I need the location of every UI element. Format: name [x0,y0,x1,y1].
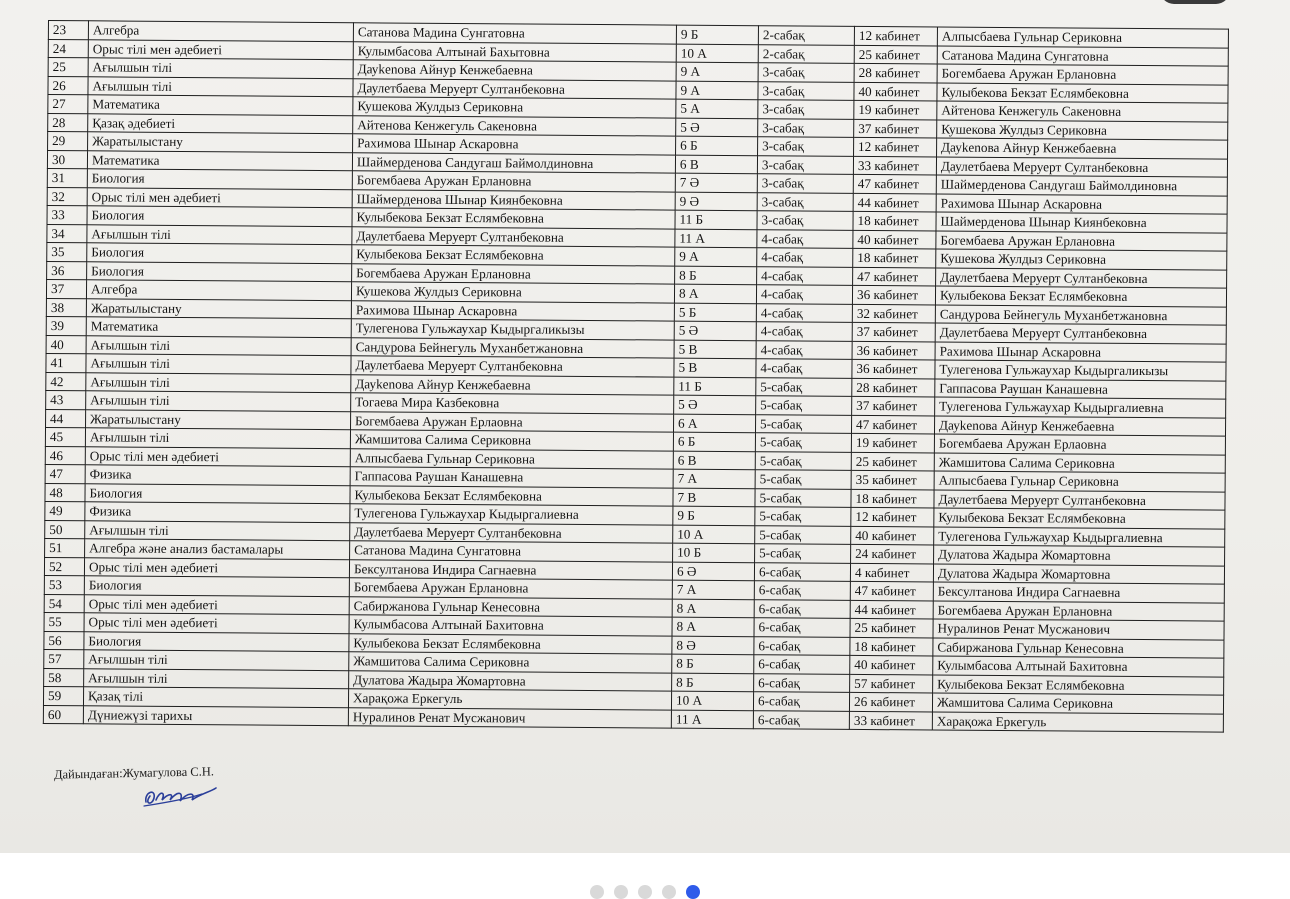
substitute-teacher-cell: Алпысбаева Гульнар Сериковна [934,471,1225,492]
teacher-cell: Кушекова Жулдыз Сериковна [353,97,676,118]
room-cell: 19 кабинет [851,433,934,452]
subject-cell: Математика [87,150,352,170]
teacher-cell: Харақожа Еркегуль [348,689,671,710]
lesson-cell: 6-сабақ [754,581,850,600]
substitute-teacher-cell: Сатанова Мадина Сунгатовна [937,46,1228,67]
row-number-cell: 58 [44,668,84,687]
lesson-cell: 3-сабақ [757,174,853,193]
class-cell: 9 А [675,247,757,266]
class-cell: 8 А [672,617,754,636]
substitute-teacher-cell: Дауkenова Айнур Кенжебаевна [937,138,1228,159]
photo-corner-shadow [1160,0,1230,4]
room-cell: 44 кабинет [850,600,933,619]
class-cell: 5 Ә [674,395,756,414]
lesson-cell: 5-сабақ [755,488,851,507]
lesson-cell: 6-сабақ [754,636,850,655]
class-cell: 6 В [675,155,757,174]
teacher-cell: Даулетбаева Меруерт Султанбековна [351,356,674,377]
class-cell: 7 А [673,469,755,488]
substitute-teacher-cell: Шаймерденова Сандугаш Баймолдиновна [936,175,1227,196]
row-number-cell: 53 [44,575,84,594]
teacher-cell: Богембаева Аружан Ерлановна [352,263,675,284]
row-number-cell: 57 [44,649,84,668]
lesson-cell: 3-сабақ [758,81,854,100]
subject-cell: Жаратылыстану [88,132,353,152]
room-cell: 25 кабинет [851,452,934,471]
class-cell: 5 Ә [674,321,756,340]
row-number-cell: 26 [48,76,88,95]
substitute-teacher-cell: Дулатова Жадыра Жомартовна [933,564,1224,585]
lesson-cell: 3-сабақ [758,100,854,119]
row-number-cell: 30 [47,150,87,169]
lesson-cell: 6-сабақ [754,618,850,637]
lesson-cell: 6-сабақ [753,692,849,711]
lesson-cell: 4-сабақ [756,285,852,304]
subject-cell: Ағылшын тілі [86,335,351,355]
teacher-cell: Гаппасова Раушан Канашевна [350,467,673,488]
row-number-cell: 42 [46,372,86,391]
substitute-teacher-cell: Кулыбекова Бекзат Еслямбековна [935,286,1226,307]
subject-cell: Ағылшын тілі [86,372,351,392]
substitute-teacher-cell: Тулегенова Гульжаухар Кыдыргалиевна [935,397,1226,418]
room-cell: 36 кабинет [852,359,935,378]
page-indicator [0,853,1290,893]
room-cell: 28 кабинет [854,63,937,82]
subject-cell: Физика [85,465,350,485]
room-cell: 18 кабинет [851,489,934,508]
substitute-teacher-cell: Богембаева Аружан Ерлановна [936,231,1227,252]
substitute-teacher-cell: Шаймерденова Шынар Киянбековна [936,212,1227,233]
subject-cell: Биология [84,576,349,596]
row-number-cell: 28 [48,113,88,132]
teacher-cell: Тулегенова Гульжаухар Кыдыргаликызы [351,319,674,340]
subject-cell: Ағылшын тілі [86,354,351,374]
subject-cell: Биология [84,631,349,651]
class-cell: 11 А [675,229,757,248]
class-cell: 8 Б [672,654,754,673]
subject-cell: Ағылшын тілі [85,520,350,540]
class-cell: 7 А [672,580,754,599]
substitute-teacher-cell: Гаппасова Раушан Канашевна [935,379,1226,400]
subject-cell: Ағылшын тілі [84,650,349,670]
class-cell: 8 Ә [672,636,754,655]
teacher-cell: Даулетбаева Меруерт Султанбековна [352,226,675,247]
row-number-cell: 55 [44,612,84,631]
lesson-cell: 5-сабақ [755,470,851,489]
substitute-teacher-cell: Тулегенова Гульжаухар Кыдыргалиевна [934,527,1225,548]
room-cell: 33 кабинет [853,156,936,175]
row-number-cell: 41 [46,353,86,372]
substitute-teacher-cell: Рахимова Шынар Аскаровна [935,342,1226,363]
class-cell: 6 В [673,451,755,470]
lesson-cell: 5-сабақ [755,544,851,563]
subject-cell: Биология [87,206,352,226]
teacher-cell: Сабиржанова Гульнар Кенесовна [349,596,672,617]
substitute-teacher-cell: Кулыбекова Бекзат Еслямбековна [937,83,1228,104]
lesson-cell: 4-сабақ [757,266,853,285]
row-number-cell: 25 [48,58,88,77]
teacher-cell: Шаймерденова Шынар Киянбековна [352,189,675,210]
teacher-cell: Дауkenова Айнур Кенжебаевна [353,60,676,81]
substitute-teacher-cell: Кулымбасова Алтынай Бахитовна [933,656,1224,677]
row-number-cell: 47 [45,464,85,483]
room-cell: 37 кабинет [852,322,935,341]
teacher-cell: Сатанова Мадина Сунгатовна [350,541,673,562]
room-cell: 19 кабинет [854,100,937,119]
row-number-cell: 29 [48,132,88,151]
teacher-cell: Тулегенова Гульжаухар Кыдыргалиевна [350,504,673,525]
lesson-cell: 6-сабақ [754,562,850,581]
lesson-cell: 5-сабақ [755,525,851,544]
lesson-cell: 2-сабақ [758,26,854,45]
substitute-teacher-cell: Дауkenова Айнур Кенжебаевна [934,416,1225,437]
room-cell: 40 кабинет [850,655,933,674]
subject-cell: Биология [85,483,350,503]
class-cell: 9 А [676,62,758,81]
teacher-cell: Даулетбаева Меруерт Султанбековна [350,522,673,543]
lesson-cell: 3-сабақ [757,155,853,174]
teacher-cell: Богембаева Аружан Ерлановна [349,578,672,599]
subject-cell: Биология [87,261,352,281]
class-cell: 10 Б [673,543,755,562]
room-cell: 37 кабинет [852,396,935,415]
subject-cell: Орыс тілі мен әдебиеті [87,187,352,207]
row-number-cell: 36 [47,261,87,280]
row-number-cell: 43 [46,390,86,409]
row-number-cell: 32 [47,187,87,206]
lesson-cell: 4-сабақ [757,248,853,267]
teacher-cell: Алпысбаева Гульнар Сериковна [350,448,673,469]
class-cell: 11 Б [675,210,757,229]
handwritten-signature [140,780,220,810]
room-cell: 4 кабинет [850,563,933,582]
teacher-cell: Айтенова Кенжегуль Сакеновна [353,115,676,136]
class-cell: 11 Б [674,377,756,396]
room-cell: 26 кабинет [849,692,932,711]
room-cell: 47 кабинет [851,415,934,434]
room-cell: 32 кабинет [852,304,935,323]
class-cell: 5 Б [674,303,756,322]
page-dot-active[interactable] [686,885,700,899]
substitute-teacher-cell: Кулыбекова Бекзат Еслямбековна [933,675,1224,696]
page-dot[interactable] [662,885,676,899]
teacher-cell: Кулымбасова Алтынай Бахитовна [349,615,672,636]
teacher-cell: Бексултанова Индира Сагнаевна [349,559,672,580]
substitute-teacher-cell: Кушекова Жулдыз Сериковна [937,120,1228,141]
subject-cell: Физика [85,502,350,522]
row-number-cell: 38 [46,298,86,317]
page-dot[interactable] [590,885,604,899]
page-dot[interactable] [614,885,628,899]
teacher-cell: Рахимова Шынар Аскаровна [351,300,674,321]
class-cell: 6 Ә [672,562,754,581]
subject-cell: Жаратылыстану [86,298,351,318]
class-cell: 10 А [671,691,753,710]
subject-cell: Орыс тілі мен әдебиеті [85,446,350,466]
row-number-cell: 45 [45,427,85,446]
lesson-cell: 5-сабақ [756,396,852,415]
room-cell: 40 кабинет [854,82,937,101]
class-cell: 10 А [673,525,755,544]
teacher-cell: Кулыбекова Бекзат Еслямбековна [352,208,675,229]
lesson-cell: 3-сабақ [758,137,854,156]
subject-cell: Ағылшын тілі [86,391,351,411]
lesson-cell: 4-сабақ [757,229,853,248]
lesson-cell: 4-сабақ [756,340,852,359]
room-cell: 12 кабинет [851,507,934,526]
lesson-cell: 3-сабақ [758,118,854,137]
teacher-cell: Жамшитова Салима Сериковна [350,430,673,451]
row-number-cell: 56 [44,631,84,650]
teacher-cell: Жамшитова Салима Сериковна [349,652,672,673]
lesson-cell: 5-сабақ [755,451,851,470]
lesson-cell: 6-сабақ [754,655,850,674]
subject-cell: Биология [87,243,352,263]
class-cell: 8 А [672,599,754,618]
room-cell: 18 кабинет [853,248,936,267]
substitute-teacher-cell: Кулыбекова Бекзат Еслямбековна [934,508,1225,529]
lesson-cell: 6-сабақ [753,710,849,729]
lesson-cell: 5-сабақ [755,507,851,526]
teacher-cell: Дулатова Жадыра Жомартовна [349,670,672,691]
room-cell: 12 кабинет [854,137,937,156]
row-number-cell: 24 [48,39,88,58]
subject-cell: Ағылшын тілі [84,668,349,688]
substitute-teacher-cell: Даулетбаева Меруерт Султанбековна [936,268,1227,289]
class-cell: 9 Б [676,25,758,44]
subject-cell: Дүниежүзі тарихы [83,705,348,725]
teacher-cell: Шаймерденова Сандугаш Баймолдиновна [352,152,675,173]
subject-cell: Биология [87,169,352,189]
teacher-cell: Кулыбекова Бекзат Еслямбековна [350,485,673,506]
substitute-teacher-cell: Рахимова Шынар Аскаровна [936,194,1227,215]
substitute-teacher-cell: Нуралинов Ренат Мусжанович [933,619,1224,640]
lesson-cell: 4-сабақ [756,322,852,341]
class-cell: 8 Б [672,673,754,692]
class-cell: 6 Б [676,136,758,155]
room-cell: 35 кабинет [851,470,934,489]
substitute-teacher-cell: Богембаева Аружан Ерлановна [933,601,1224,622]
teacher-cell: Кулыбекова Бекзат Еслямбековна [349,633,672,654]
class-cell: 5 Ә [676,118,758,137]
lesson-cell: 5-сабақ [755,433,851,452]
class-cell: 11 А [671,710,753,729]
subject-cell: Алгебра [86,280,351,300]
row-number-cell: 52 [44,557,84,576]
room-cell: 47 кабинет [853,267,936,286]
teacher-cell: Богембаева Аружан Ерлановна [352,171,675,192]
room-cell: 28 кабинет [852,378,935,397]
row-number-cell: 59 [43,686,83,705]
class-cell: 9 Ә [675,192,757,211]
subject-cell: Математика [86,317,351,337]
teacher-cell: Кушекова Жулдыз Сериковна [351,282,674,303]
substitute-teacher-cell: Богембаева Аружан Ерлаовна [934,434,1225,455]
teacher-cell: Сандурова Бейнегуль Муханбетжановна [351,337,674,358]
substitute-teacher-cell: Харақожа Еркегуль [932,712,1223,733]
lesson-cell: 4-сабақ [756,359,852,378]
row-number-cell: 48 [45,483,85,502]
row-number-cell: 40 [46,335,86,354]
substitute-teacher-cell: Сандурова Бейнегуль Муханбетжановна [935,305,1226,326]
schedule-table [43,20,1229,733]
lesson-cell: 3-сабақ [757,211,853,230]
row-number-cell: 33 [47,205,87,224]
substitute-teacher-cell: Бексултанова Индира Сагнаевна [933,582,1224,603]
teacher-cell: Дауkenова Айнур Кенжебаевна [351,374,674,395]
lesson-cell: 4-сабақ [756,303,852,322]
class-cell: 10 А [676,44,758,63]
class-cell: 8 Б [675,266,757,285]
schedule-sheet [43,20,1233,733]
subject-cell: Жаратылыстану [86,409,351,429]
room-cell: 40 кабинет [853,230,936,249]
row-number-cell: 60 [43,705,83,724]
class-cell: 9 А [676,81,758,100]
lesson-cell: 2-сабақ [758,44,854,63]
room-cell: 25 кабинет [850,618,933,637]
room-cell: 18 кабинет [853,211,936,230]
row-number-cell: 49 [45,501,85,520]
room-cell: 57 кабинет [850,674,933,693]
room-cell: 18 кабинет [850,637,933,656]
room-cell: 25 кабинет [854,45,937,64]
teacher-cell: Даулетбаева Меруерт Султанбековна [353,78,676,99]
subject-cell: Математика [88,95,353,115]
teacher-cell: Тогаева Мира Казбековна [351,393,674,414]
room-cell: 36 кабинет [852,341,935,360]
lesson-cell: 5-сабақ [756,377,852,396]
substitute-teacher-cell: Даулетбаева Меруерт Султанбековна [935,323,1226,344]
substitute-teacher-cell: Алпысбаева Гульнар Сериковна [937,27,1228,48]
subject-cell: Орыс тілі мен әдебиеті [84,594,349,614]
row-number-cell: 37 [46,279,86,298]
subject-cell: Қазақ әдебиеті [88,113,353,133]
row-number-cell: 39 [46,316,86,335]
room-cell: 40 кабинет [851,526,934,545]
substitute-teacher-cell: Айтенова Кенжегуль Сакеновна [937,101,1228,122]
row-number-cell: 46 [45,446,85,465]
room-cell: 36 кабинет [852,285,935,304]
subject-cell: Ағылшын тілі [88,76,353,96]
lesson-cell: 5-сабақ [755,414,851,433]
class-cell: 6 Б [673,432,755,451]
subject-cell: Алгебра және анализ бастамалары [85,539,350,559]
substitute-teacher-cell: Дулатова Жадыра Жомартовна [934,545,1225,566]
teacher-cell: Нуралинов Ренат Мусжанович [348,707,671,728]
room-cell: 47 кабинет [853,174,936,193]
lesson-cell: 6-сабақ [754,599,850,618]
row-number-cell: 27 [48,95,88,114]
class-cell: 7 В [673,488,755,507]
teacher-cell: Кулымбасова Алтынай Бахытовна [353,41,676,62]
subject-cell: Орыс тілі мен әдебиеті [88,39,353,59]
substitute-teacher-cell: Даулетбаева Меруерт Султанбековна [934,490,1225,511]
row-number-cell: 44 [46,409,86,428]
substitute-teacher-cell: Жамшитова Салима Сериковна [932,693,1223,714]
substitute-teacher-cell: Тулегенова Гульжаухар Кыдыргаликызы [935,360,1226,381]
lesson-cell: 6-сабақ [754,673,850,692]
row-number-cell: 50 [45,520,85,539]
room-cell: 12 кабинет [854,26,937,45]
subject-cell: Орыс тілі мен әдебиеті [84,613,349,633]
subject-cell: Ағылшын тілі [85,428,350,448]
row-number-cell: 35 [47,242,87,261]
subject-cell: Ағылшын тілі [88,58,353,78]
substitute-teacher-cell: Жамшитова Салима Сериковна [934,453,1225,474]
row-number-cell: 23 [48,21,88,40]
row-number-cell: 54 [44,594,84,613]
room-cell: 44 кабинет [853,193,936,212]
row-number-cell: 31 [47,168,87,187]
page-dot[interactable] [638,885,652,899]
row-number-cell: 51 [45,538,85,557]
room-cell: 37 кабинет [854,119,937,138]
room-cell: 33 кабинет [849,711,932,730]
class-cell: 5 А [676,99,758,118]
class-cell: 6 А [673,414,755,433]
class-cell: 7 Ә [675,173,757,192]
subject-cell: Алгебра [88,21,353,41]
room-cell: 47 кабинет [850,581,933,600]
teacher-cell: Кулыбекова Бекзат Еслямбековна [352,245,675,266]
substitute-teacher-cell: Кушекова Жулдыз Сериковна [936,249,1227,270]
room-cell: 24 кабинет [851,544,934,563]
teacher-cell: Богембаева Аружан Ерлаовна [351,411,674,432]
teacher-cell: Сатанова Мадина Сунгатовна [353,23,676,44]
teacher-cell: Рахимова Шынар Аскаровна [353,134,676,155]
subject-cell: Ағылшын тілі [87,224,352,244]
prepared-by-note: Дайындаған:Жумагулова С.Н. [53,764,215,782]
class-cell: 5 В [674,358,756,377]
class-cell: 9 Б [673,506,755,525]
schedule-table-body [43,21,1228,733]
class-cell: 5 В [674,340,756,359]
subject-cell: Орыс тілі мен әдебиеті [84,557,349,577]
lesson-cell: 3-сабақ [758,63,854,82]
row-number-cell: 34 [47,224,87,243]
lesson-cell: 3-сабақ [757,192,853,211]
substitute-teacher-cell: Богембаева Аружан Ерлановна [937,64,1228,85]
substitute-teacher-cell: Даулетбаева Меруерт Султанбековна [936,157,1227,178]
class-cell: 8 А [674,284,756,303]
substitute-teacher-cell: Сабиржанова Гульнар Кенесовна [933,638,1224,659]
subject-cell: Қазақ тілі [83,687,348,707]
